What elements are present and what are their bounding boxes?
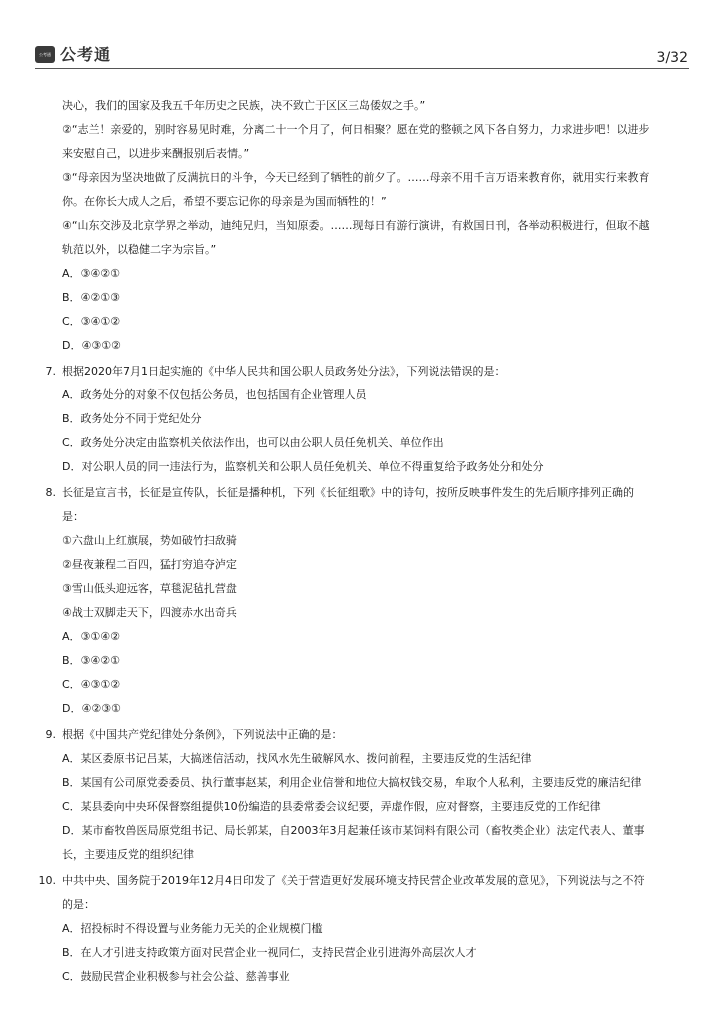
q10-option-a: A．招投标时不得设置与业务能力无关的企业规模门槛 — [62, 922, 323, 935]
q6-text-line: 轨范以外，以稳健二字为宗旨。” — [62, 243, 217, 256]
q10-number: 10. — [38, 874, 56, 887]
q8-stem: 长征是宣言书，长征是宣传队，长征是播种机，下列《长征组歌》中的诗句，按所反映事件发生的先后顺序排列正确的 — [62, 486, 634, 499]
q8-number: 8. — [45, 486, 56, 499]
q9-option-a: A．某区委原书记吕某，大搞迷信活动，找风水先生破解风水、拨问前程，主要违反党的生活纪律 — [62, 752, 532, 765]
q6-text-line: ②“志兰！亲爱的，别时容易见时难，分离二十一个月了，何日相聚？愿在党的整顿之风下各自努力，力求进步吧！以进步 — [62, 123, 650, 136]
q6-text-line: 决心，我们的国家及我五千年历史之民族，决不致亡于区区三岛倭奴之手。” — [62, 99, 426, 112]
q8-option-b: B．③④②① — [62, 654, 120, 667]
q6-text-line: ③“母亲因为坚决地做了反满抗日的斗争，今天已经到了牺牲的前夕了。……母亲不用千言万语来教育你，就用实行来教育 — [62, 171, 650, 184]
q9-option-d-cont: 长，主要违反党的组织纪律 — [62, 848, 194, 861]
q8-option-c: C．④③①② — [62, 678, 121, 691]
q7-option-d: D．对公职人员的同一违法行为，监察机关和公职人员任免机关、单位不得重复给予政务处分和处分 — [62, 460, 544, 473]
q8-item: ①六盘山上红旗展，势如破竹扫敌骑 — [62, 534, 237, 547]
q10-option-b: B．在人才引进支持政策方面对民营企业一视同仁，支持民营企业引进海外高层次人才 — [62, 946, 477, 959]
q10-stem: 的是： — [62, 898, 95, 911]
q7-option-a: A．政务处分的对象不仅包括公务员，也包括国有企业管理人员 — [62, 388, 367, 401]
brand-logo-icon — [35, 46, 55, 63]
q8-item: ④战士双脚走天下，四渡赤水出奇兵 — [62, 606, 237, 619]
q7-stem: 根据2020年7月1日起实施的《中华人民共和国公职人员政务处分法》，下列说法错误的是： — [62, 365, 506, 378]
q8-item: ③雪山低头迎远客，草毯泥毡扎营盘 — [62, 582, 237, 595]
q7-option-c: C．政务处分决定由监察机关依法作出，也可以由公职人员任免机关、单位作出 — [62, 436, 444, 449]
page-header — [0, 0, 724, 70]
header-divider — [35, 68, 689, 69]
q9-option-d: D．某市畜牧兽医局原党组书记、局长郭某，自2003年3月起兼任该市某饲料有限公司（畜牧类企业）法定代表人、董事 — [62, 824, 645, 837]
q9-stem: 根据《中国共产党纪律处分条例》，下列说法中正确的是： — [62, 728, 343, 741]
q7-option-b: B．政务处分不同于党纪处分 — [62, 412, 202, 425]
q6-text-line: 你。在你长大成人之后，希望不要忘记你的母亲是为国而牺牲的！” — [62, 195, 387, 208]
brand-title: 公考通 — [60, 45, 112, 64]
q9-option-b: B．某国有公司原党委委员、执行董事赵某，利用企业信誉和地位大搞权钱交易，牟取个人私利，主要违反党的廉洁纪律 — [62, 776, 642, 789]
q6-option-c: C．③④①② — [62, 315, 121, 328]
q6-option-a: A．③④②① — [62, 267, 120, 280]
q6-option-b: B．④②①③ — [62, 291, 120, 304]
q8-option-d: D．④②③① — [62, 702, 121, 715]
q10-stem: 中共中央、国务院于2019年12月4日印发了《关于营造更好发展环境支持民营企业改革发展的意见》，下列说法与之不符 — [62, 874, 645, 887]
q9-option-c: C．某县委向中央环保督察组提供10份编造的县委常委会议纪要，弄虚作假，应对督察，主要违反党的工作纪律 — [62, 800, 601, 813]
q7-number: 7. — [45, 365, 56, 378]
page-number: 3/32 — [656, 50, 688, 66]
q6-text-line: ④“山东交涉及北京学界之举动，迪纯兄归，当知原委。……现每日有游行演讲，有救国日刊，各举动积极进行，但取不越 — [62, 219, 650, 232]
q10-option-c: C．鼓励民营企业积极参与社会公益、慈善事业 — [62, 970, 290, 983]
q6-text-line: 来安慰自己，以进步来酬报别后表情。” — [62, 147, 250, 160]
logo-mini-text: 公考通 — [39, 51, 51, 57]
q8-option-a: A．③①④② — [62, 630, 120, 643]
q8-item: ②昼夜兼程二百四，猛打穷追夺泸定 — [62, 558, 237, 571]
q6-option-d: D．④③①② — [62, 339, 121, 352]
q9-number: 9. — [45, 728, 56, 741]
q8-stem: 是： — [62, 510, 84, 523]
